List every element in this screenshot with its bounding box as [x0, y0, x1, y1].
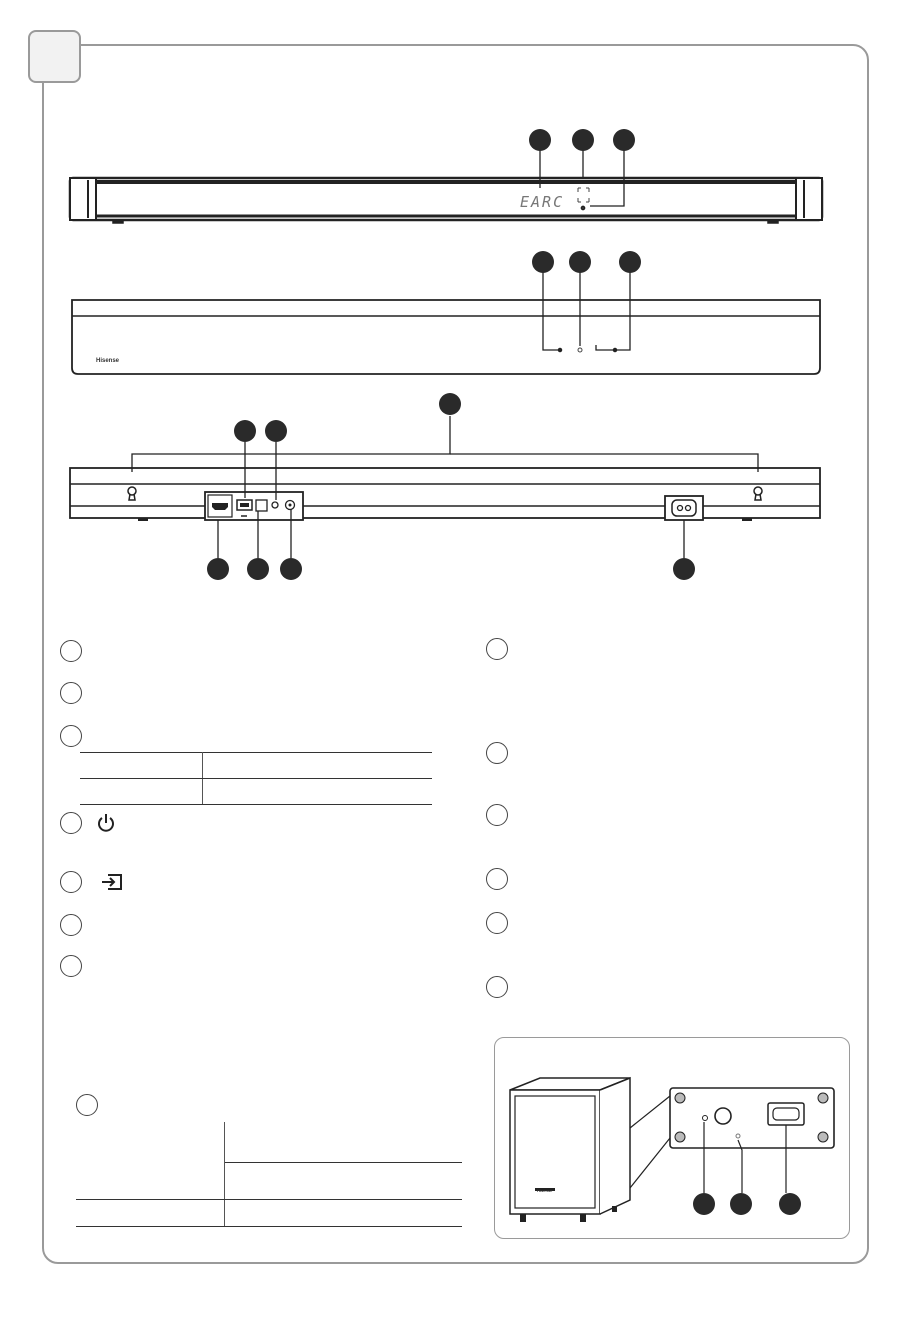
soundbar-top-view	[72, 300, 820, 374]
legend-item-circle	[60, 871, 82, 893]
subwoofer-panel	[494, 1037, 850, 1239]
legend-item-circle	[486, 804, 508, 826]
legend-item-circle	[60, 640, 82, 662]
legend-item-circle	[60, 914, 82, 936]
indicator-table	[80, 752, 432, 805]
legend-item-circle	[60, 725, 82, 747]
front-display-text: EARC	[520, 193, 565, 211]
sub-brand-logo: Hisense	[537, 1188, 553, 1193]
legend-item-circle	[60, 682, 82, 704]
brand-logo: Hisense	[96, 358, 120, 364]
power-icon	[96, 812, 116, 834]
legend-item-circle	[76, 1094, 98, 1116]
legend-item-circle	[60, 812, 82, 834]
legend-item-circle	[60, 955, 82, 977]
legend-item-circle	[486, 976, 508, 998]
soundbar-rear-view	[70, 468, 820, 521]
source-input-icon	[100, 872, 124, 892]
legend-item-circle	[486, 742, 508, 764]
legend-item-circle	[486, 868, 508, 890]
soundbar-front-view	[70, 178, 822, 223]
legend-item-circle	[486, 912, 508, 934]
legend-item-circle	[486, 638, 508, 660]
subwoofer-indicator-table	[76, 1122, 462, 1227]
